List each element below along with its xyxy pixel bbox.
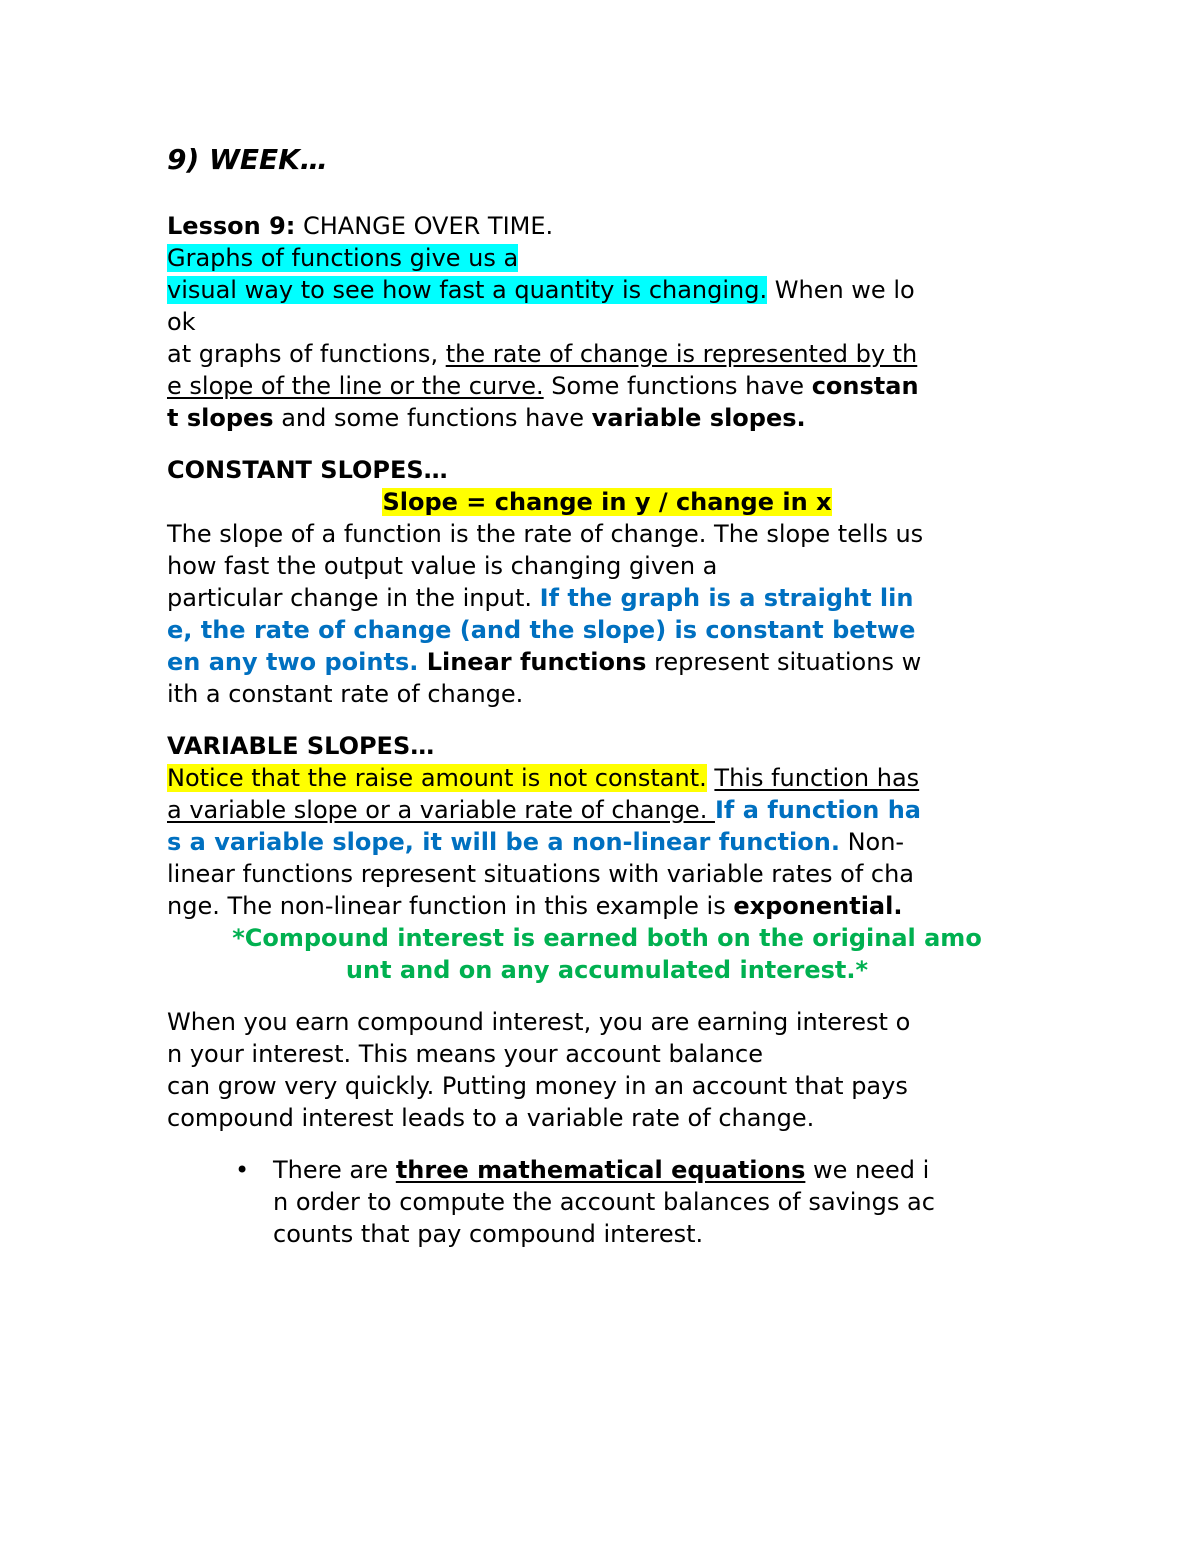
variable-text-2: linear functions represent situations with variable rates of cha [167, 860, 915, 888]
intro-text-2: ok [167, 308, 196, 336]
constant-bold-1: Linear functions [418, 648, 647, 676]
variable-blue-2: s a variable slope, it will be a non-linear function. [167, 828, 840, 856]
bullet-text-1: There are [273, 1156, 396, 1184]
constant-heading-text: CONSTANT SLOPES… [167, 456, 448, 484]
bullet-text-3: n order to compute the account balances of savings ac [273, 1188, 935, 1216]
intro-highlight-2: visual way to see how fast a quantity is changing. [167, 276, 768, 304]
intro-bold-1: constan [811, 372, 919, 400]
bullet-bold-underline: three mathematical equations [395, 1156, 806, 1184]
slope-formula: Slope = change in y / change in x [382, 488, 832, 516]
constant-blue-1: If the graph is a straight lin [539, 584, 914, 612]
lesson-title: CHANGE OVER TIME. [295, 212, 554, 240]
intro-underline-1: the rate of change is represented by th [445, 340, 918, 368]
constant-text-5: ith a constant rate of change. [167, 680, 524, 708]
variable-slopes-heading [167, 730, 1047, 762]
constant-text-2: how fast the output value is changing given a [167, 552, 718, 580]
slope-formula-line [167, 486, 1047, 518]
list-item [167, 1154, 1047, 1250]
bullet-text-4: counts that pay compound interest. [273, 1220, 704, 1248]
compound-text-2: n your interest. This means your account balance [167, 1040, 763, 1068]
bullet-list [167, 1154, 1047, 1250]
intro-highlight-1: Graphs of functions give us a [167, 244, 519, 272]
week-heading: 9) WEEK… [167, 143, 328, 176]
bullet-text-2: we need i [805, 1156, 930, 1184]
compound-paragraph [167, 1006, 1047, 1134]
variable-paragraph [167, 762, 1047, 922]
intro-text-1: When we lo [767, 276, 915, 304]
bullet-dot-icon: • [235, 1156, 250, 1184]
compound-note [167, 922, 1047, 986]
compound-text-3: can grow very quickly. Putting money in an account that pays [167, 1072, 908, 1100]
compound-note-2: unt and on any accumulated interest.* [345, 956, 869, 984]
variable-highlight: Notice that the raise amount is not constant. [167, 764, 707, 792]
intro-text-5: and some functions have [273, 404, 592, 432]
variable-text-3: nge. The non-linear function in this example is [167, 892, 734, 920]
intro-bold-3: variable slopes. [591, 404, 806, 432]
intro-underline-2: e slope of the line or the curve. [167, 372, 544, 400]
compound-text-4: compound interest leads to a variable rate of change. [167, 1104, 815, 1132]
variable-blue-1: If a function ha [714, 796, 921, 824]
intro-bold-2: t slopes [167, 404, 274, 432]
constant-slopes-heading [167, 454, 1047, 486]
intro-paragraph [167, 242, 1047, 434]
constant-text-4: represent situations w [646, 648, 922, 676]
variable-underline-1: This function has [714, 764, 920, 792]
compound-note-1: *Compound interest is earned both on the original amo [232, 924, 982, 952]
compound-text-1: When you earn compound interest, you are earning interest o [167, 1008, 911, 1036]
intro-text-4: Some functions have [543, 372, 812, 400]
constant-text-1: The slope of a function is the rate of change. The slope tells us [167, 520, 924, 548]
document-body [167, 140, 1047, 1250]
variable-text-1: Non- [839, 828, 905, 856]
lesson-label: Lesson 9: [167, 212, 296, 240]
variable-heading-text: VARIABLE SLOPES… [167, 732, 435, 760]
lesson-line [167, 210, 1047, 242]
intro-text-3: at graphs of functions, [167, 340, 446, 368]
constant-paragraph [167, 518, 1047, 710]
constant-blue-2: e, the rate of change (and the slope) is constant betwe [167, 616, 916, 644]
constant-blue-3: en any two points. [167, 648, 419, 676]
variable-bold-1: exponential. [733, 892, 903, 920]
constant-text-3: particular change in the input. [167, 584, 540, 612]
variable-underline-2: a variable slope or a variable rate of change. [167, 796, 715, 824]
